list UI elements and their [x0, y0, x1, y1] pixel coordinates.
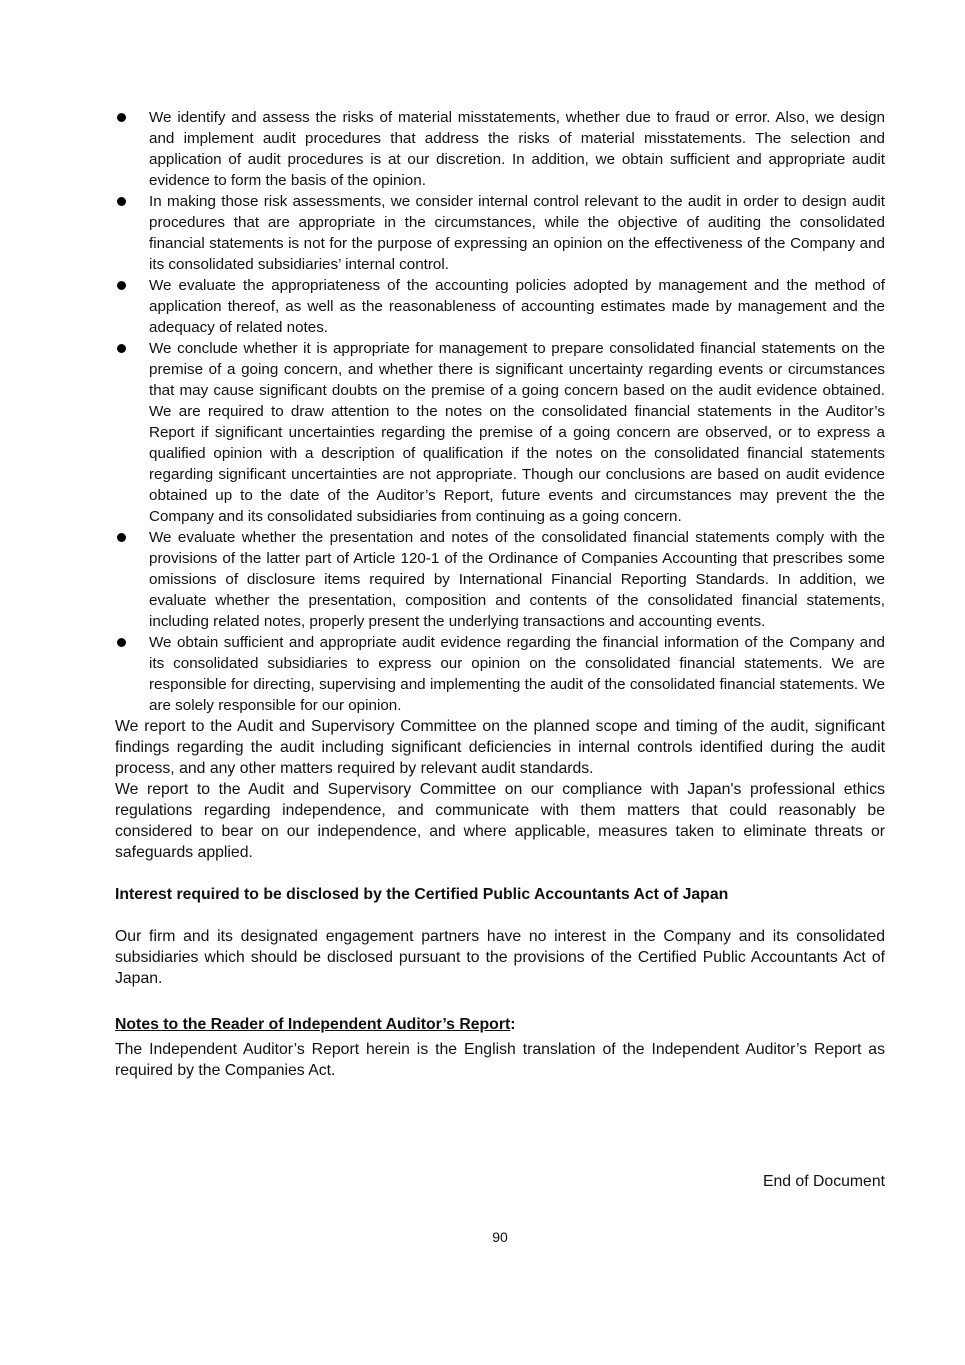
list-item-text: We obtain sufficient and appropriate audit evidence regarding the financial information of the Company and its consolidated subsidiaries to express our opinion on the consolidated financial statements. We are responsible for directing, supervising and implementing the audit of the consolidated financial statements. We are solely responsible for our opinion. — [149, 634, 885, 714]
bullet-dot-icon — [117, 113, 126, 122]
list-item — [115, 527, 885, 632]
list-item-text: We evaluate the appropriateness of the accounting policies adopted by management and the method of application thereof, as well as the reasonableness of accounting estimates made by management and the adequacy of related notes. — [149, 277, 885, 336]
notes-heading-text: Notes to the Reader of Independent Auditor’s Report — [115, 1016, 511, 1033]
audit-procedures-list — [115, 107, 885, 716]
list-item — [115, 632, 885, 716]
bullet-dot-icon — [117, 281, 126, 290]
interest-heading: Interest required to be disclosed by the Certified Public Accountants Act of Japan — [115, 886, 729, 903]
bullet-dot-icon — [117, 638, 126, 647]
bullet-dot-icon — [117, 197, 126, 206]
list-item — [115, 275, 885, 338]
notes-heading — [115, 1014, 885, 1035]
bullet-dot-icon — [117, 533, 126, 542]
list-item-text: In making those risk assessments, we consider internal control relevant to the audit in order to design audit procedures that are appropriate in the circumstances, while the objective of auditing the consolidated financial statements is not for the purpose of expressing an opinion on the effectiveness of the Company and its consolidated subsidiaries’ internal control. — [149, 193, 885, 273]
bullet-dot-icon — [117, 344, 126, 353]
report-ethics-paragraph: We report to the Audit and Supervisory Committee on our compliance with Japan's professional ethics regulations regarding independence, and communicate with them matters that could reasonably be considered to bear on our independence, and where applicable, measures taken to eliminate threats or safeguards applied. — [115, 781, 885, 861]
list-item-text: We conclude whether it is appropriate for management to prepare consolidated financial statements on the premise of a going concern, and whether there is significant uncertainty regarding events or circumstances that may cause significant doubts on the premise of a going concern based on the audit evidence obtained. We are required to draw attention to the notes on the consolidated financial statements in the Auditor’s Report if significant uncertainties regarding the premise of a going concern are observed, or to express a qualified opinion with a description of qualification if the notes on the consolidated financial statements regarding significant uncertainties are not appropriate. Though our conclusions are based on audit evidence obtained up to the date of the Auditor’s Report, future events and circumstances may prevent the the Company and its consolidated subsidiaries from continuing as a going concern. — [149, 340, 885, 525]
interest-paragraph: Our firm and its designated engagement partners have no interest in the Company and its consolidated subsidiaries which should be disclosed pursuant to the provisions of the Certified Public Accountants Act of Japan. — [115, 928, 885, 987]
list-item — [115, 191, 885, 275]
report-scope-paragraph: We report to the Audit and Supervisory Committee on the planned scope and timing of the audit, significant findings regarding the audit including significant deficiencies in internal controls identified during the audit process, and any other matters required by relevant audit standards. — [115, 718, 885, 777]
notes-heading-colon: : — [510, 1016, 516, 1033]
list-item-text: We evaluate whether the presentation and notes of the consolidated financial statements comply with the provisions of the latter part of Article 120-1 of the Ordinance of Companies Accounting that prescribes some omissions of disclosure items required by International Financial Reporting Standards. In addition, we evaluate whether the presentation, composition and contents of the consolidated financial statements, including related notes, properly present the underlying transactions and accounting events. — [149, 529, 885, 630]
end-of-document: End of Document — [762, 1173, 885, 1190]
list-item-text: We identify and assess the risks of material misstatements, whether due to fraud or error. Also, we design and implement audit procedures that address the risks of material misstatements. The selection and application of audit procedures is at our discretion. In addition, we obtain sufficient and appropriate audit evidence to form the basis of the opinion. — [149, 109, 885, 189]
document-page — [115, 107, 885, 1081]
list-item — [115, 338, 885, 527]
page-number: 90 — [492, 1229, 508, 1245]
list-item — [115, 107, 885, 191]
notes-paragraph: The Independent Auditor’s Report herein is the English translation of the Independent Auditor’s Report as required by the Companies Act. — [115, 1041, 885, 1079]
